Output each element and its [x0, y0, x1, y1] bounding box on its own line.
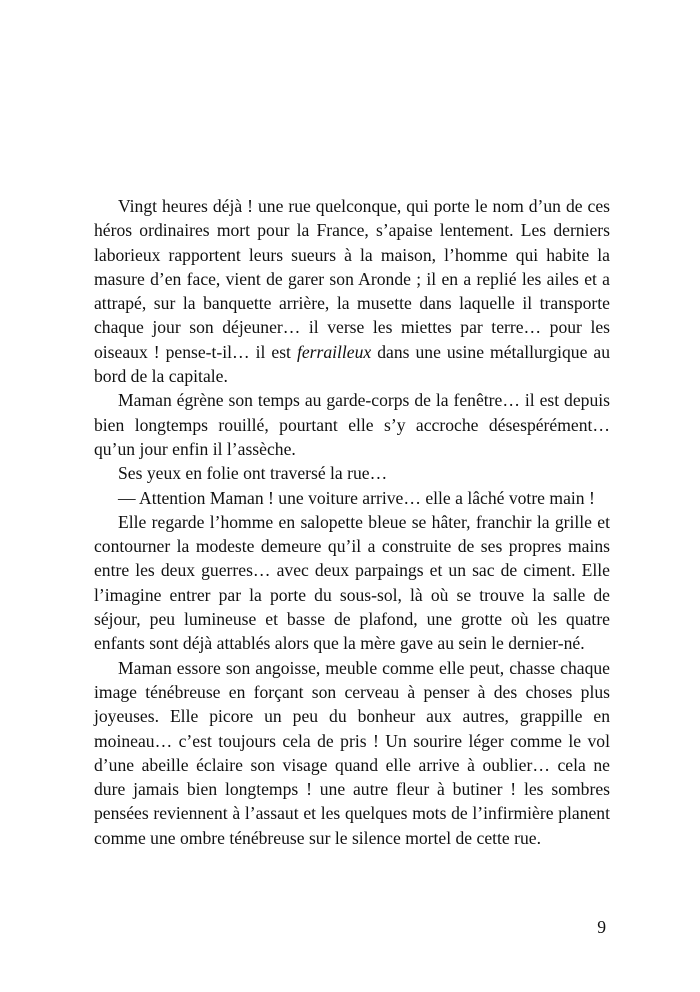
page-number: 9 [597, 917, 606, 937]
paragraph-5: Elle regarde l’homme en salopette bleue se hâter, franchir la grille et contourner la modeste demeure qu’il a construite de ses propres mains entre les deux guerres… avec deux parpaings et un sac de ciment. Elle l’imagine entrer par la porte du sous-sol, là où se trouve la salle de séjour, peu lumineuse et basse de plafond, une grotte où les quatre enfants sont déjà attablés alors que la mère gave au sein le dernier-né. [94, 511, 610, 654]
paragraph-3: Ses yeux en folie ont traversé la rue… [118, 463, 388, 484]
paragraph-6: Maman essore son angoisse, meuble comme elle peut, chasse chaque image ténébreuse en forçant son cerveau à penser à des choses plus joyeuses. Elle picore un peu du bonheur aux autres, grappille en moineau… c’est toujours cela de pris ! Un sourire léger comme le vol d’une abeille éclaire son visage quand elle arrive à oublier… cela ne dure jamais bien longtemps ! une autre fleur à butiner ! les sombres pensées reviennent à l’assaut et les quelques mots de l’infirmière planent comme une ombre ténébreuse sur le silence mortel de cette rue. [94, 657, 610, 848]
paragraph-1-text-after: dans une usine métallurgique au bord de la capitale. [94, 341, 611, 387]
paragraph-1-text-before: Vingt heures déjà ! une rue quelconque, qui porte le nom d’un de ces héros ordinaires mort pour la France, s’apaise lentement. Les derniers laborieux rapportent leurs sueurs à la maison, l’homme qui habite la masure d’en face, vient de garer son Aronde ; il en a replié les ailes et a attrapé, sur la banquette arrière, la musette dans laquelle il transporte chaque jour son déjeuner… il verse les miettes par terre… pour les oiseaux ! pense-t-il… il est [94, 196, 610, 362]
emphasis-ferrailleux: ferrailleux [296, 341, 372, 362]
dialogue-line: — Attention Maman ! une voiture arrive… elle a lâché votre main ! [118, 487, 595, 508]
paragraph-2: Maman égrène son temps au garde-corps de la fenêtre… il est depuis bien longtemps rouillé, pourtant elle s’y accroche désespérément… qu’un jour enfin il l’assèche. [94, 390, 610, 459]
body-text [94, 194, 610, 850]
paragraph-1 [94, 194, 610, 388]
